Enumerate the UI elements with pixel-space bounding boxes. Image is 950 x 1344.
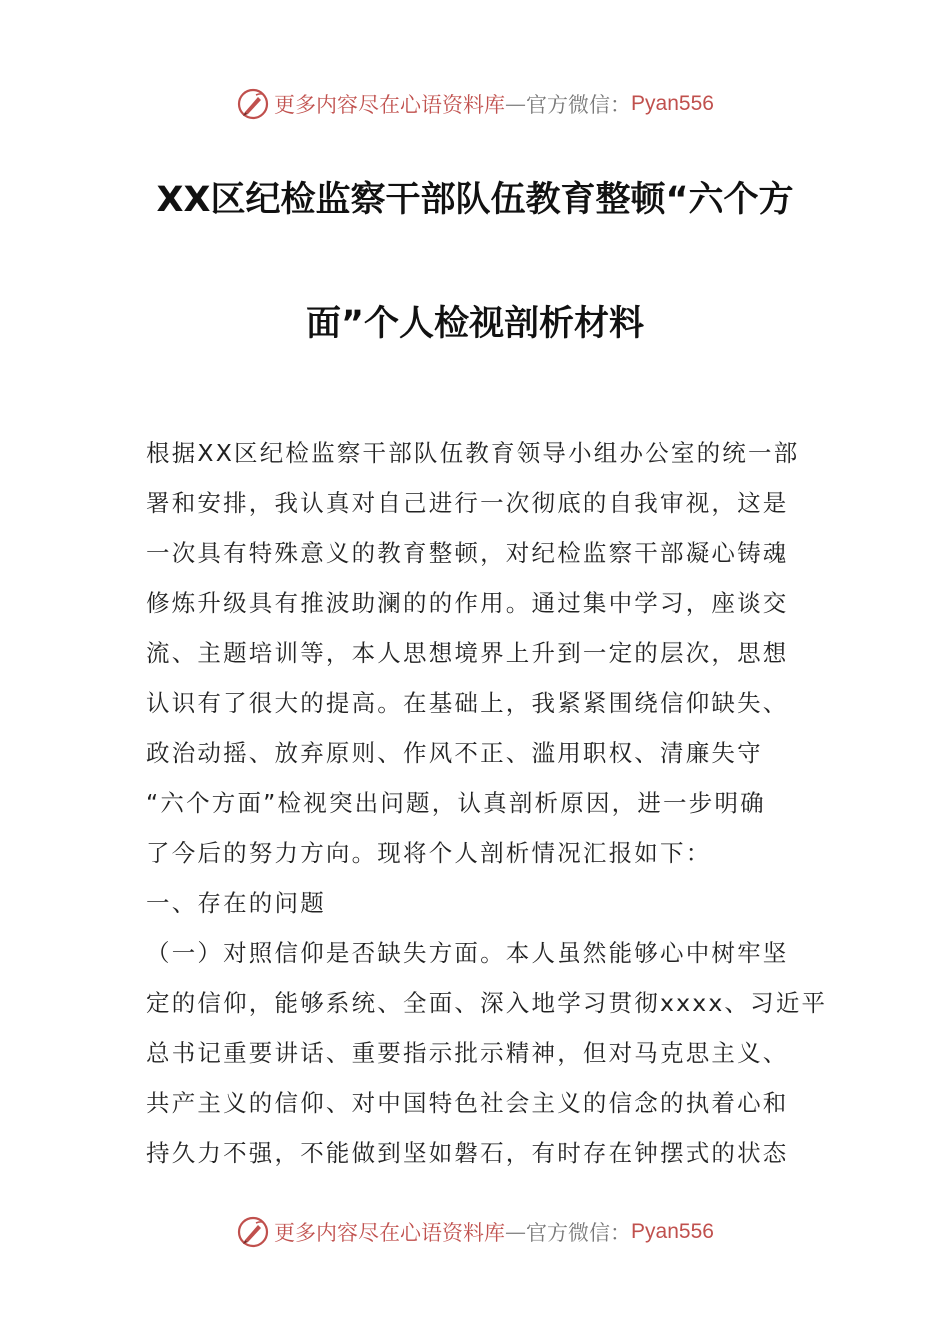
body-line: 一次具有特殊意义的教育整顿，对纪检监察干部凝心铸魂	[146, 539, 789, 567]
body-line: 认识有了很大的提高。在基础上，我紧紧围绕信仰缺失、	[146, 689, 789, 717]
body-line: 了今后的努力方向。现将个人剖析情况汇报如下：	[146, 839, 712, 867]
banner-wechat-label: 官方微信：	[526, 1221, 632, 1245]
banner-separator: —	[505, 92, 527, 116]
banner-brand-text: 更多内容尽在心语资料库	[274, 1221, 506, 1245]
banner-separator: —	[505, 1220, 527, 1244]
body-line: 共产主义的信仰、对中国特色社会主义的信念的执着心和	[146, 1089, 789, 1117]
pen-logo-icon	[236, 87, 270, 121]
body-line: 修炼升级具有推波助澜的的作用。通过集中学习，座谈交	[146, 589, 789, 617]
body-line: 署和安排，我认真对自己进行一次彻底的自我审视，这是	[146, 489, 789, 517]
body-line: （一）对照信仰是否缺失方面。本人虽然能够心中树牢坚	[146, 939, 789, 967]
body-line: 总书记重要讲话、重要指示批示精神，但对马克思主义、	[146, 1039, 789, 1067]
banner-wechat-handle: Pyan556	[631, 92, 714, 115]
document-title-line-1: XX区纪检监察干部队伍教育整顿“六个方	[156, 180, 794, 220]
body-line: “六个方面”检视突出问题，认真剖析原因，进一步明确	[146, 789, 766, 817]
pen-logo-icon	[236, 1215, 270, 1249]
document-title-line-2: 面”个人检视剖析材料	[305, 304, 644, 344]
section-heading: 一、存在的问题	[146, 889, 326, 917]
body-line: 流、主题培训等，本人思想境界上升到一定的层次，思想	[146, 639, 789, 667]
banner-wechat-handle: Pyan556	[631, 1220, 714, 1243]
body-line: 政治动摇、放弃原则、作风不正、滥用职权、清廉失守	[146, 739, 763, 767]
header-banner	[0, 84, 950, 124]
footer-banner	[0, 1212, 950, 1252]
body-line: 定的信仰，能够系统、全面、深入地学习贯彻xxxx、习近平	[146, 989, 828, 1017]
banner-brand-text: 更多内容尽在心语资料库	[274, 93, 506, 117]
document-body	[146, 428, 828, 1178]
body-line: 持久力不强，不能做到坚如磐石，有时存在钟摆式的状态	[146, 1139, 789, 1167]
banner-wechat-label: 官方微信：	[526, 93, 632, 117]
body-line: 根据XX区纪检监察干部队伍教育领导小组办公室的统一部	[146, 439, 800, 467]
